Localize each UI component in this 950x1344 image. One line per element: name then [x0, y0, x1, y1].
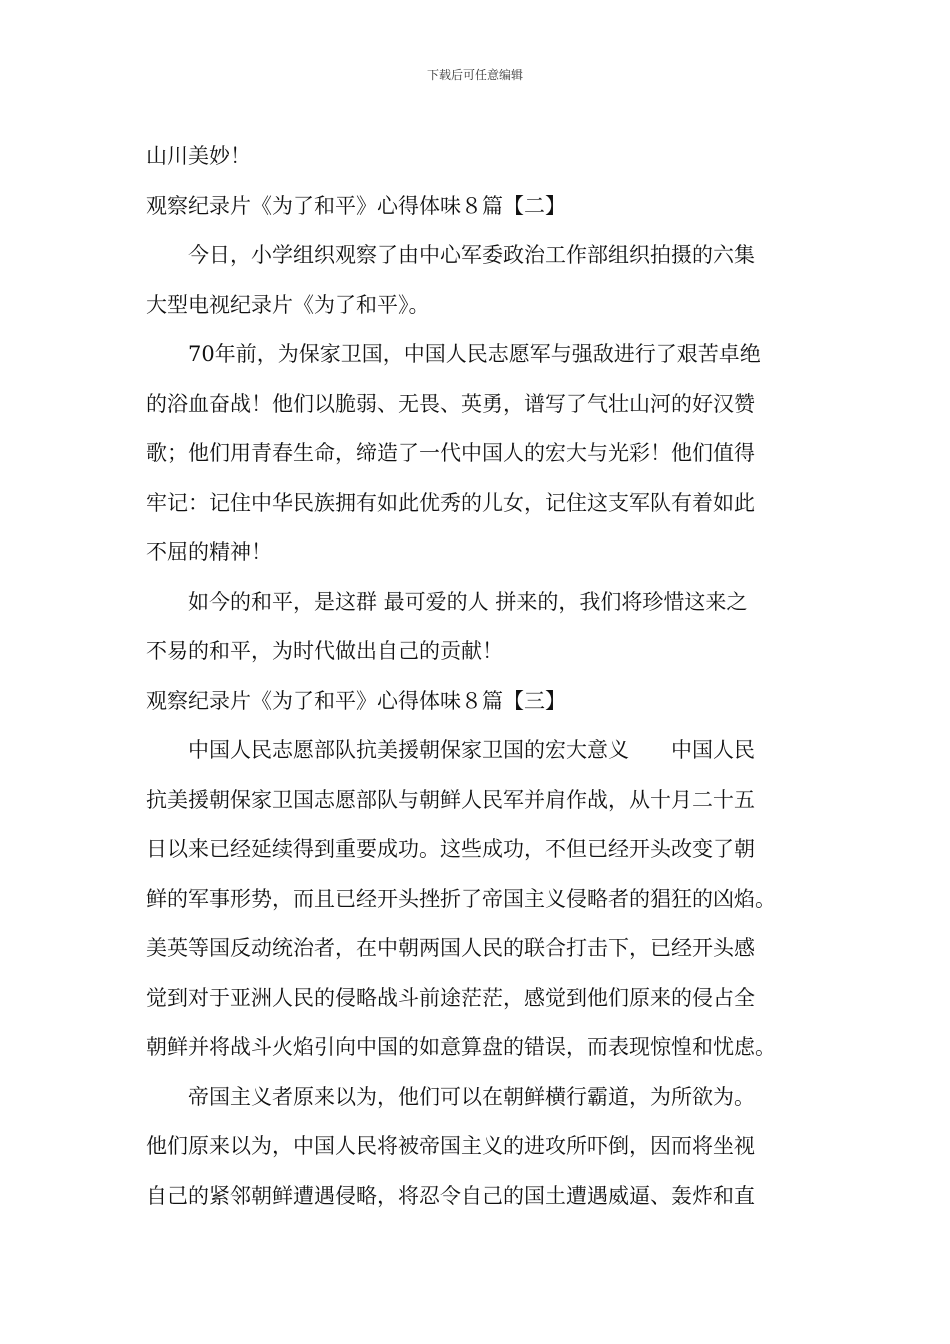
text-line: 大型电视纪录片《为了和平》。 — [146, 292, 430, 317]
text-line: 70年前，为保家卫国，中国人民志愿军与强敌进行了艰苦卓绝 — [146, 342, 761, 366]
text-line: 觉到对于亚洲人民的侵略战斗前途茫茫，感觉到他们原来的侵占全 — [146, 985, 755, 1010]
text-line: 山川美妙！ — [146, 144, 251, 168]
text-line: 美英等国反动统治者，在中朝两国人民的联合打击下，已经开头感 — [146, 936, 755, 960]
text-line: 他们原来以为，中国人民将被帝国主义的进攻所吓倒，因而将坐视 — [146, 1134, 755, 1158]
text-line: 日以来已经延续得到重要成功。这些成功，不但已经开头改变了朝 — [146, 837, 755, 861]
text-line: 今日，小学组织观察了由中心军委政治工作部组织拍摄的六集 — [146, 243, 755, 267]
text-line: 自己的紧邻朝鲜遭遇侵略，将忍令自己的国土遭遇威逼、轰炸和直 — [146, 1183, 755, 1208]
text-line: 牢记：记住中华民族拥有如此优秀的儿女，记住这支军队有着如此 — [146, 490, 755, 515]
text-line: 抗美援朝保家卫国志愿部队与朝鲜人民军并肩作战，从十月二十五 — [146, 787, 755, 812]
text-line: 中国人民志愿部队抗美援朝保家卫国的宏大意义 中国人民 — [146, 738, 755, 762]
text-line: 的浴血奋战！他们以脆弱、无畏、英勇，谱写了气壮山河的好汉赞 — [146, 391, 755, 416]
document-body — [146, 132, 816, 1221]
page-header: 下载后可任意编辑 — [426, 68, 523, 82]
section-heading: 观察纪录片《为了和平》心得体味８篇【三】 — [146, 688, 566, 713]
text-line: 朝鲜并将战斗火焰引向中国的如意算盘的错误，而表现惊惶和忧虑。 — [146, 1035, 776, 1059]
text-line: 帝国主义者原来以为，他们可以在朝鲜横行霸道，为所欲为。 — [146, 1084, 755, 1109]
text-line: 不易的和平，为时代做出自己的贡献！ — [146, 639, 503, 663]
section-heading: 观察纪录片《为了和平》心得体味８篇【二】 — [146, 193, 566, 218]
text-line: 如今的和平，是这群 最可爱的人 拼来的，我们将珍惜这来之 — [146, 589, 748, 614]
text-line: 不屈的精神！ — [146, 540, 272, 564]
text-line: 鲜的军事形势，而且已经开头挫折了帝国主义侵略者的猖狂的凶焰。 — [146, 886, 776, 911]
text-line: 歌；他们用青春生命，缔造了一代中国人的宏大与光彩！他们值得 — [146, 441, 755, 465]
